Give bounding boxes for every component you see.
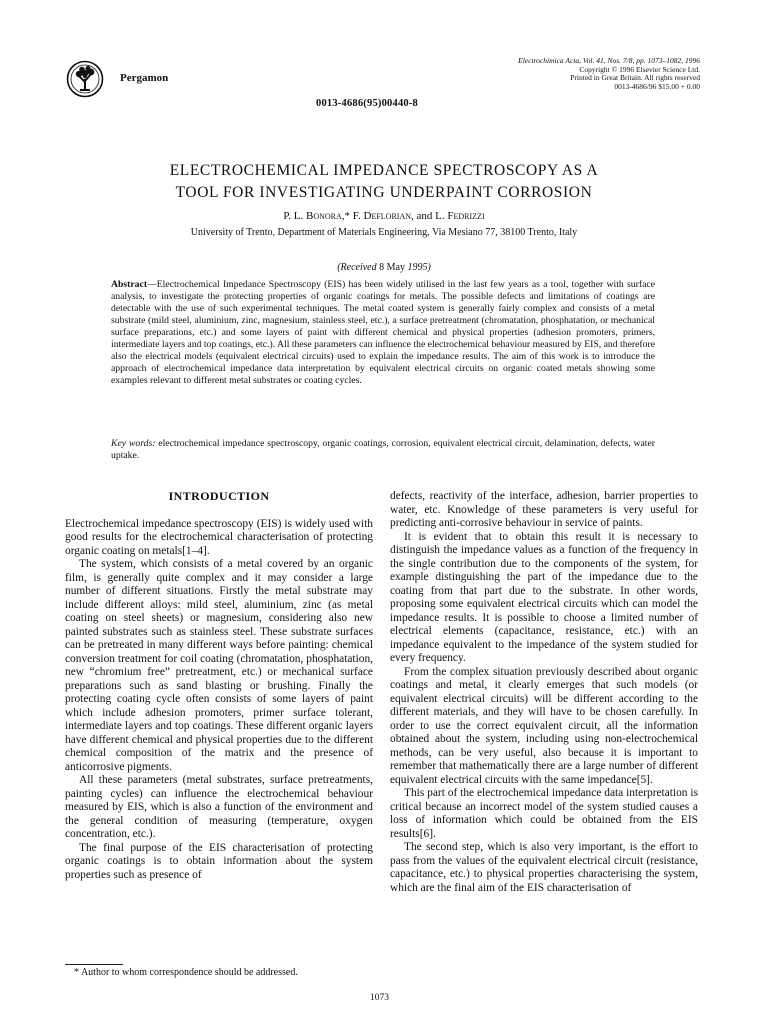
paragraph: From the complex situation previously described about organic coatings and metal, it clearly emerges that such models (or equivalent electrical circuits) will be different according to the different materials, and they will have to be chosen carefully. In order to use the correct equivalent circuit, all the information obtained about the system, including using non-electrochemical methods, can be very useful, also because it is important to remember that mathematically there are a large number of different equivalent electrical circuits with the same impedance[5]. (390, 665, 698, 786)
footnote: * Author to whom correspondence should be addressed. (74, 967, 298, 978)
publisher-name: Pergamon (120, 72, 169, 84)
right-column (390, 490, 698, 895)
page-number: 1073 (370, 993, 389, 1003)
title-line-2: TOOL FOR INVESTIGATING UNDERPAINT CORROSION (175, 184, 593, 201)
author-and: and (416, 210, 433, 222)
price-line: 0013-4686/96 $15.00 + 0.00 (614, 81, 700, 91)
keywords-text: electrochemical impedance spectroscopy, organic coatings, corrosion, equivalent electrical circuit, delamination, defects, water uptake. (111, 438, 655, 461)
journal-info (400, 57, 700, 91)
received-date (64, 262, 704, 273)
paragraph: The second step, which is also very important, is the effort to pass from the values of the equivalent electrical circuit (resistance, capacitance, etc.) to physical properties characterising the system, which are the final aim of the EIS characterisation of (390, 841, 698, 894)
pergamon-logo (66, 60, 104, 98)
paragraph: Electrochemical impedance spectroscopy (EIS) is widely used with good results for the electrochemical characterisation of protecting organic coating on metals[1–4]. (65, 517, 373, 557)
paragraph: This part of the electrochemical impedance data interpretation is critical because an incorrect model of the system studied causes a loss of information which could be obtained from the EIS results[6]. (390, 787, 698, 840)
paragraph: The final purpose of the EIS characterisation of protecting organic coatings is to obtain information about the system properties such as presence of (65, 841, 373, 881)
journal-citation: Electrochimica Acta, Vol. 41, Nos. 7/8, pp. 1073–1082, 1996 (518, 56, 700, 65)
keywords (111, 438, 655, 462)
copyright-line: Copyright © 1996 Elsevier Science Ltd. (579, 64, 700, 74)
paragraph: It is evident that to obtain this result it is necessary to distinguish the impedance values as a function of the frequency in the single contribution due to the components of the system, for example distinguishing the part of the impedance due to the coating from that part due to the substrate. In other words, proposing some equivalent electrical circuits which can model the impedance results. It is possible to choose a limited number of electrical elements (capacitance, resistance, etc.) with an impedance equivalent to the impedance of the system studied for every frequency. (390, 530, 698, 664)
received-year: 1995) (407, 262, 431, 273)
abstract-label: Abstract (111, 279, 148, 290)
doi: 0013-4686(95)00440-8 (316, 98, 418, 109)
paper-title (64, 160, 704, 204)
author-3: L. Fedrizzi (435, 210, 485, 222)
section-heading-introduction: INTRODUCTION (168, 489, 270, 503)
printed-line: Printed in Great Britain. All rights reserved (570, 73, 700, 83)
author-2: F. Deflorian, (352, 210, 414, 222)
received-day: 8 May (379, 262, 405, 273)
left-column (65, 490, 373, 882)
abstract-text: —Electrochemical Impedance Spectroscopy (EIS) has been widely utilised in the last few years as a tool, together with surface analysis, to investigate the protecting properties of organic coatings for metals. The possible defects and limitations of coatings are detectable with the use of such experimental techniques. The metal coated system is generally fairly complex and consists of a metal substrate (mild steel, aluminium, zinc, magnesium, stainless steel, etc.), a surface pretreatment (chromatation, phosphatation, or mechanical surface preparations, etc.) and some layers of paint with different chemical and physical properties (adhesion promoters, primers, intermediate layers and top coatings, etc.). All these parameters can influence the electrochemical behaviour measured by EIS, and therefore also the electrical models (equivalent electrical circuits) used to explain the impedance results. The aim of this work is to introduce the approach of electrochemical impedance data interpretation by equivalent electrical circuits on organic coated metals showing some examples relevant to different metal substrates or coating cycles. (111, 279, 655, 386)
paragraph: defects, reactivity of the interface, adhesion, barrier properties to water, etc. Knowledge of these parameters is very useful for predicting anti-corrosive behaviour in service of paints. (390, 490, 698, 529)
abstract (111, 279, 655, 387)
keywords-label: Key words: (111, 438, 156, 449)
affiliation: University of Trento, Department of Materials Engineering, Via Mesiano 77, 38100 Trento, Italy (190, 227, 578, 238)
title-line-1: ELECTROCHEMICAL IMPEDANCE SPECTROSCOPY AS A (169, 162, 599, 179)
footnote-rule (65, 964, 123, 965)
author-1: P. L. Bonora,* (283, 210, 351, 222)
paragraph: All these parameters (metal substrates, surface pretreatments, painting cycles) can influence the electrochemical behaviour measured by EIS, which is also a function of the environment and the general condition of measuring (temperature, oxygen concentration, etc.). (65, 774, 373, 840)
received-label: (Received (337, 262, 377, 273)
author-list (64, 210, 704, 223)
paragraph: The system, which consists of a metal covered by an organic film, is generally quite complex and it may consider a large number of different situations. Firstly the metal substrate may include different alloys: mild steel, aluminium, zinc (as metal coating on steel sheets) or magnesium, considering also new painted substrates such as stainless steel. These substrate surfaces can be pretreated in many different ways before painting: chemical conversion treatment for coil coating (chromatation, phosphatation, new “chromium free” pretreatment, etc.) or mechanical surface preparations such as sand blasting or brushing. Finally the protecting coating cycle often consists of some layers of paint which include adhesion promoters, primer surface tolerant, intermediate layers and top coatings. These different organic layers have different chemical and physical properties due to the different chemical composition of the matrix and the presence of anticorrosive pigments. (65, 558, 373, 773)
pergamon-tree-logo-icon (66, 60, 104, 98)
